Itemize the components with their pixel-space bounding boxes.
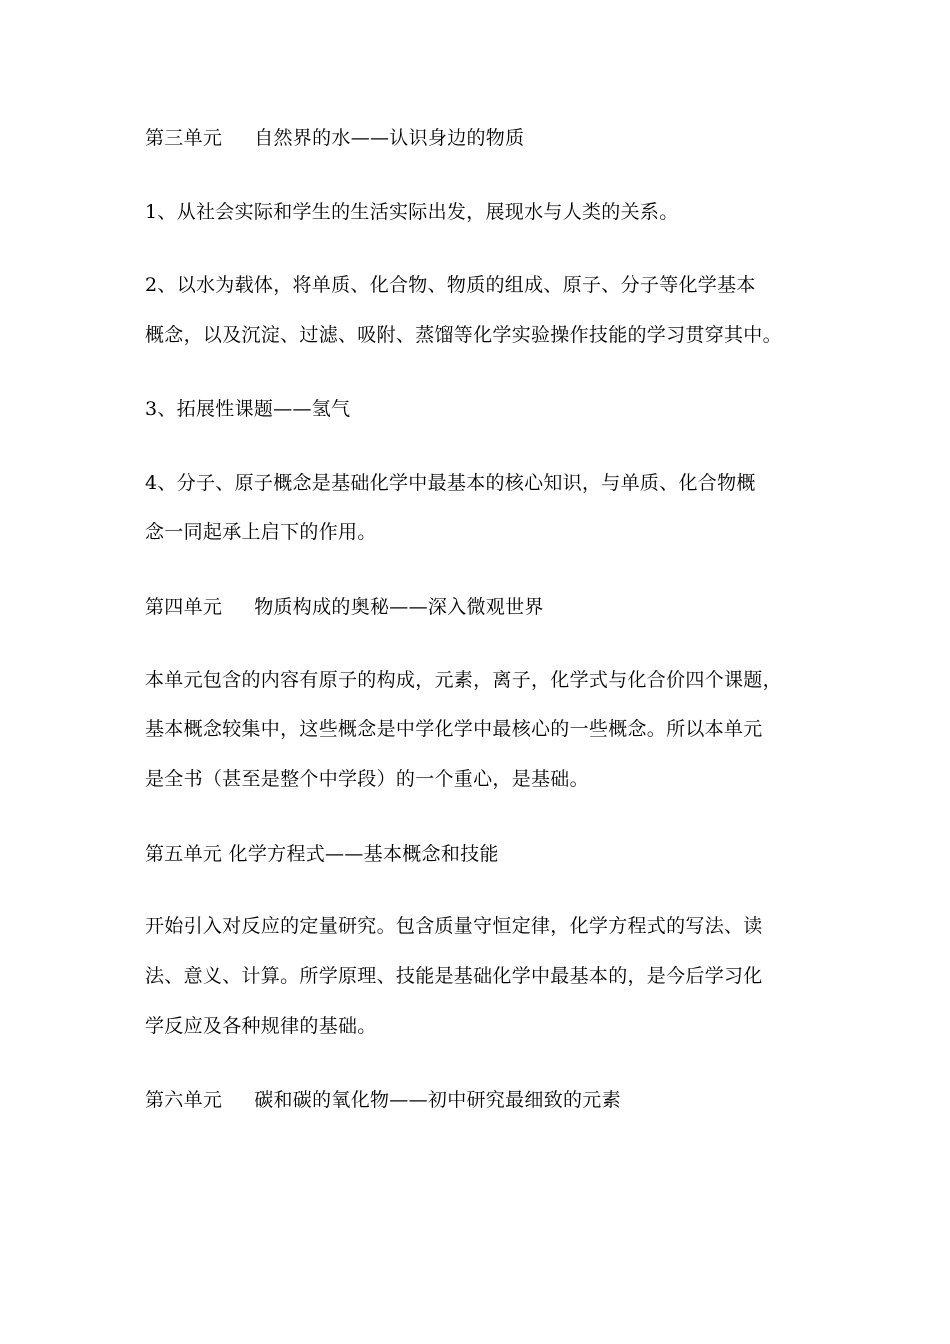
unit3-point-3: 3、拓展性课题——氢气 bbox=[145, 398, 351, 420]
unit6-title: 碳和碳的氧化物——初中研究最细致的元素 bbox=[254, 1089, 621, 1111]
unit5-body-line-3: 学反应及各种规律的基础。 bbox=[145, 1015, 377, 1037]
unit3-heading bbox=[145, 126, 825, 150]
unit6-heading bbox=[145, 1088, 825, 1112]
unit4-heading bbox=[145, 595, 825, 619]
unit4-body-line-3: 是全书（甚至是整个中学段）的一个重心，是基础。 bbox=[145, 768, 589, 790]
unit4-body-line-1: 本单元包含的内容有原子的构成，元素，离子，化学式与化合价四个课题， bbox=[145, 669, 782, 691]
unit4-title: 物质构成的奥秘——深入微观世界 bbox=[254, 596, 544, 618]
unit5-heading: 第五单元 化学方程式——基本概念和技能 bbox=[145, 843, 499, 865]
unit6-label: 第六单元 bbox=[145, 1089, 223, 1111]
unit3-point-2-line-1: 2、以水为载体，将单质、化合物、物质的组成、原子、分子等化学基本 bbox=[145, 274, 756, 296]
unit3-point-1: 1、从社会实际和学生的生活实际出发，展现水与人类的关系。 bbox=[145, 201, 679, 223]
unit3-point-4-line-1: 4、分子、原子概念是基础化学中最基本的核心知识，与单质、化合物概 bbox=[145, 472, 756, 494]
unit5-body-line-1: 开始引入对反应的定量研究。包含质量守恒定律，化学方程式的写法、读 bbox=[145, 915, 763, 937]
unit3-point-2-line-2: 概念，以及沉淀、过滤、吸附、蒸馏等化学实验操作技能的学习贯穿其中。 bbox=[145, 324, 782, 346]
unit4-label: 第四单元 bbox=[145, 596, 223, 618]
unit3-label: 第三单元 bbox=[145, 127, 223, 149]
unit5-body-line-2: 法、意义、计算。所学原理、技能是基础化学中最基本的，是今后学习化 bbox=[145, 965, 763, 987]
unit3-point-4-line-2: 念一同起承上启下的作用。 bbox=[145, 521, 377, 543]
unit4-body-line-2: 基本概念较集中，这些概念是中学化学中最核心的一些概念。所以本单元 bbox=[145, 718, 763, 740]
unit3-title: 自然界的水——认识身边的物质 bbox=[254, 127, 525, 149]
